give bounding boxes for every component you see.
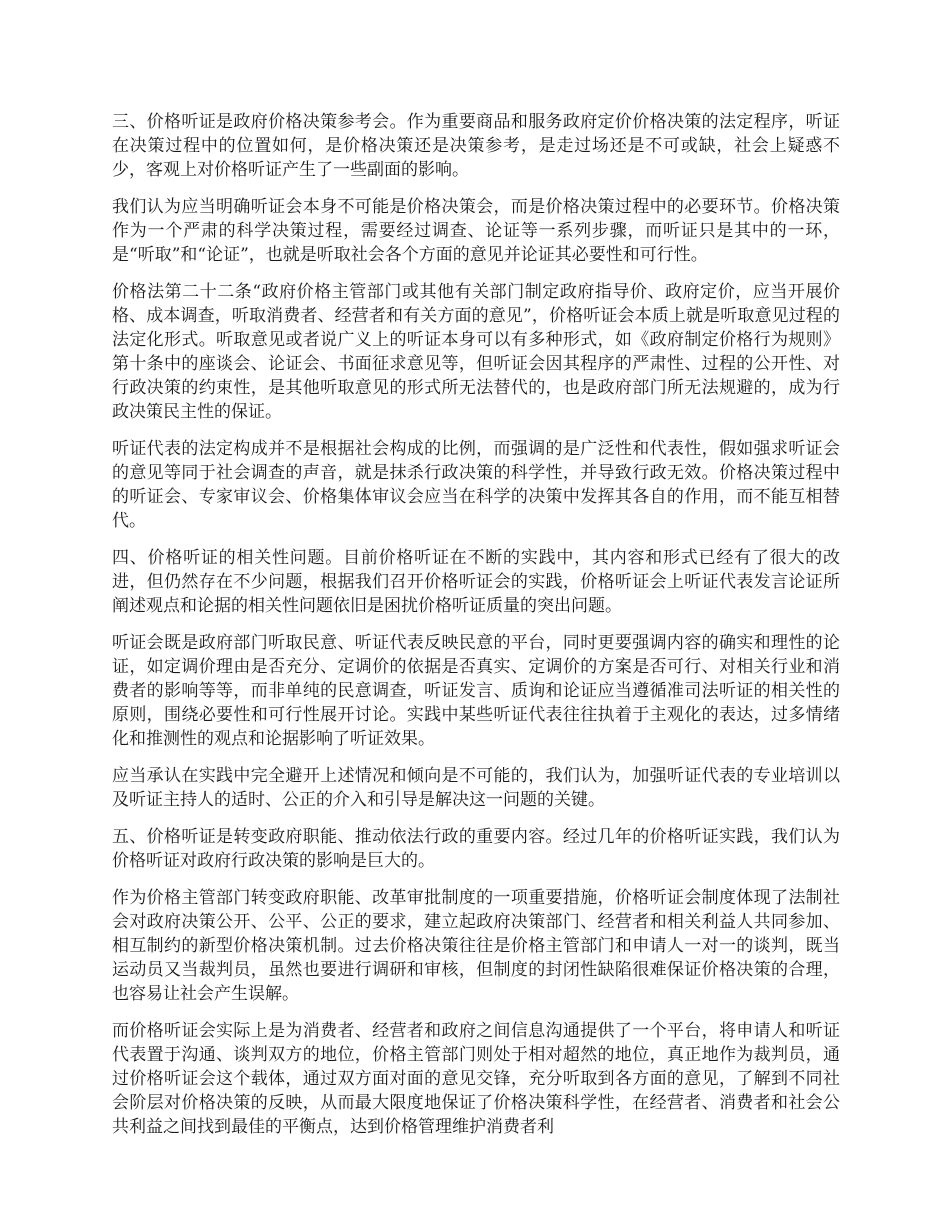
paragraph-price-law-article-22: 价格法第二十二条“政府价格主管部门或其他有关部门制定政府指导价、政府定价，应当开展价格、成本调查，听取消费者、经营者和有关方面的意见”，价格听证会本质上就是听取意见过程的法定化形式。听取意见或者说广义上的听证本身可以有多种形式，如《政府制定价格行为规则》第十条中的座谈会、论证会、书面征求意见等，但听证会因其程序的严肃性、过程的公开性、对行政决策的约束性，是其他听取意见的形式所无法替代的，也是政府部门所无法规避的，成为行政决策民主性的保证。 <box>112 282 840 422</box>
paragraph-section-three: 三、价格听证是政府价格决策参考会。作为重要商品和服务政府定价价格决策的法定程序，听证在决策过程中的位置如何，是价格决策还是决策参考，是走过场还是不可或缺，社会上疑惑不少，客观上对价格听证产生了一些副面的影响。 <box>112 112 840 180</box>
paragraph-communication-platform: 而价格听证会实际上是为消费者、经营者和政府之间信息沟通提供了一个平台，将申请人和听证代表置于沟通、谈判双方的地位，价格主管部门则处于相对超然的地位，真正地作为裁判员，通过价格听证会这个载体，通过双方面对面的意见交锋，充分听取到各方面的意见，了解到不同社会阶层对价格决策的反映，从而最大限度地保证了价格决策科学性，在经营者、消费者和社会公共利益之间找到最佳的平衡点，达到价格管理维护消费者利 <box>112 1021 840 1137</box>
paragraph-section-five: 五、价格听证是转变政府职能、推动依法行政的重要内容。经过几年的价格听证实践，我们认为价格听证对政府行政决策的影响是巨大的。 <box>112 827 840 871</box>
paragraph-section-four: 四、价格听证的相关性问题。目前价格听证在不断的实践中，其内容和形式已经有了很大的改进，但仍然存在不少问题，根据我们召开价格听证会的实践，价格听证会上听证代表发言论证所阐述观点和论据的相关性问题依旧是困扰价格听证质量的突出问题。 <box>112 548 840 616</box>
paragraph-hearing-not-decision: 我们认为应当明确听证会本身不可能是价格决策会，而是价格决策过程中的必要环节。价格决策作为一个严肃的科学决策过程，需要经过调查、论证等一系列步骤，而听证只是其中的一环，是“听取”和“论证”，也就是听取社会各个方面的意见并论证其必要性和可行性。 <box>112 197 840 265</box>
paragraph-reform-measure: 作为价格主管部门转变政府职能、改革审批制度的一项重要措施，价格听证会制度体现了法制社会对政府决策公开、公平、公正的要求，建立起政府决策部门、经营者和相关利益人共同参加、相互制约的新型价格决策机制。过去价格决策往往是价格主管部门和申请人一对一的谈判，既当运动员又当裁判员，虽然也要进行调研和审核，但制度的封闭性缺陷很难保证价格决策的合理，也容易让社会产生误解。 <box>112 888 840 1004</box>
paragraph-representative-composition: 听证代表的法定构成并不是根据社会构成的比例，而强调的是广泛性和代表性，假如强求听证会的意见等同于社会调查的声音，就是抹杀行政决策的科学性，并导致行政无效。价格决策过程中的听证会、专家审议会、价格集体审议会应当在科学的决策中发挥其各自的作用，而不能互相替代。 <box>112 439 840 531</box>
paragraph-training-key: 应当承认在实践中完全避开上述情况和倾向是不可能的，我们认为，加强听证代表的专业培训以及听证主持人的适时、公正的介入和引导是解决这一问题的关键。 <box>112 766 840 810</box>
paragraph-hearing-platform: 听证会既是政府部门听取民意、听证代表反映民意的平台，同时更要强调内容的确实和理性的论证，如定调价理由是否充分、定调价的依据是否真实、定调价的方案是否可行、对相关行业和消费者的影响等等，而非单纯的民意调查，听证发言、质询和论证应当遵循准司法听证的相关性的原则，围绕必要性和可行性展开讨论。实践中某些听证代表往往执着于主观化的表达，过多情绪化和推测性的观点和论据影响了听证效果。 <box>112 633 840 749</box>
document-body <box>112 110 840 1152</box>
